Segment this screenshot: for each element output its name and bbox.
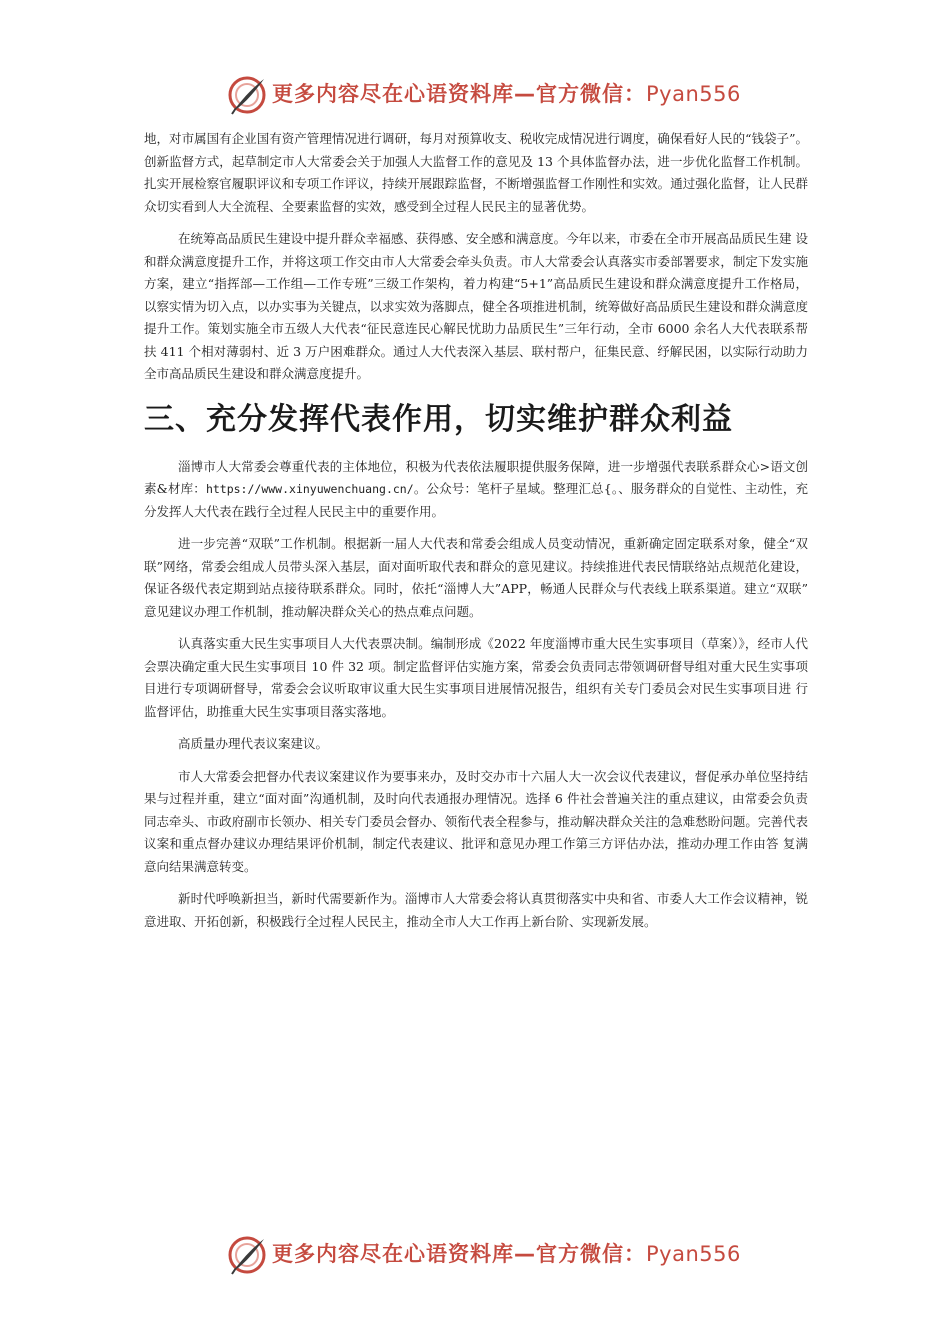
banner-text bbox=[272, 78, 741, 108]
website-url: https://www.xinyuwenchuang.cn/ bbox=[205, 482, 414, 496]
banner-wechat-id: Pyan556 bbox=[646, 1242, 741, 1266]
banner-dash: — bbox=[514, 82, 536, 106]
paragraph-text: 。公众号：笔杆子星域。整理汇总{。、服务群众的自觉性、主动性，充分发挥人大代表在践行全过程人民民主中的重要作用。 bbox=[144, 481, 808, 519]
paragraph: 进一步完善“双联”工作机制。根据新一届人大代表和常委会组成人员变动情况，重新确定固定联系对象，健全“双联”网络，常委会组成人员带头深入基层，面对面听取代表和群众的意见建议。持续推进代表民情联络站点规范化建设，保证各级代表定期到站点接待联系群众。同时，依托“淄博人大”APP，畅通人民群众与代表线上联系渠道。建立“双联” 意见建议办理工作机制，推动解决群众关心的热点难点问题。 bbox=[144, 536, 808, 619]
document-body bbox=[144, 128, 808, 943]
banner-dash: — bbox=[514, 1242, 536, 1266]
banner-text bbox=[272, 1238, 741, 1268]
header-banner bbox=[0, 70, 950, 120]
paragraph: 地，对市属国有企业国有资产管理情况进行调研，每月对预算收支、税收完成情况进行调度，确保看好人民的“钱袋子”。创新监督方式，起草制定市人大常委会关于加强人大监督工作的意见及 13 个具体监督办法，进一步优化监督工作机制。扎实开展检察官履职评议和专项工作评议，持续开展跟踪监督，不断增强监督工作刚性和实效。通过强化监督，让人民群众切实看到人大全流程、全要素监督的实效，感受到全过程人民民主的显著优势。 bbox=[144, 131, 808, 214]
quill-logo-icon bbox=[226, 74, 268, 116]
banner-wechat-id: Pyan556 bbox=[646, 82, 741, 106]
paragraph: 市人大常委会把督办代表议案建议作为要事来办，及时交办市十六届人大一次会议代表建议，督促承办单位坚持结果与过程并重，建立“面对面”沟通机制，及时向代表通报办理情况。选择 6 件社会普遍关注的重点建议，由常委会负责同志牵头、市政府副市长领办、相关专门委员会督办、领衔代表全程参与，推动解决群众关注的急难愁盼问题。完善代表议案和重点督办建议办理结果评价机制，制定代表建议、批评和意见办理工作第三方评估办法，推动办理工作由答 复满意向结果满意转变。 bbox=[144, 768, 808, 874]
paragraph: 高质量办理代表议案建议。 bbox=[178, 736, 329, 751]
paragraph: 在统筹高品质民生建设中提升群众幸福感、获得感、安全感和满意度。今年以来，市委在全市开展高品质民生建 设和群众满意度提升工作，并将这项工作交由市人大常委会牵头负责。市人大常委会认真落实市委部署要求，制定下发实施方案，建立“指挥部—工作组—工作专班”三级工作架构，着力构建“5+1”高品质民生建设和群众满意度提升工作格局， 以察实情为切入点，以办实事为关键点，以求实效为落脚点，健全各项推进机制，统筹做好高品质民生建设和群众满意度提升工作。策划实施全市五级人大代表“征民意连民心解民忧助力品质民生”三年行动，全市 6000 余名人大代表联系帮扶 411 个相对薄弱村、近 3 万户困难群众。通过人大代表深入基层、联村帮户，征集民意、纾解民困，以实际行动助力全市高品质民生建设和群众满意度提升。 bbox=[144, 231, 808, 381]
paragraph-representatives bbox=[144, 456, 808, 524]
footer-banner bbox=[0, 1230, 950, 1280]
paragraph: 新时代呼唤新担当，新时代需要新作为。淄博市人大常委会将认真贯彻落实中央和省、市委人大工作会议精神，锐意进取、开拓创新，积极践行全过程人民民主，推动全市人大工作再上新台阶、实现新发展。 bbox=[144, 891, 808, 929]
quill-logo-icon bbox=[226, 1234, 268, 1276]
banner-title: 更多内容尽在心语资料库 bbox=[272, 82, 514, 106]
banner-suffix: 官方微信： bbox=[536, 82, 646, 106]
section-heading: 三、充分发挥代表作用，切实维护群众利益 bbox=[144, 401, 733, 437]
banner-suffix: 官方微信： bbox=[536, 1242, 646, 1266]
paragraph-text: 淄博市人大常委会尊重代表的主体地位，积极为代表依法履职提供服务保障，进一步增强代表联系群众心>语文创素&材库： bbox=[144, 458, 808, 496]
banner-title: 更多内容尽在心语资料库 bbox=[272, 1242, 514, 1266]
paragraph: 认真落实重大民生实事项目人大代表票决制。编制形成《2022 年度淄博市重大民生实事项目（草案）》，经市人代会票决确定重大民生实事项目 10 件 32 项。制定监督评估实施方案，常委会负责同志带领调研督导组对重大民生实事项目进行专项调研督导，常委会会议听取审议重大民生实事项目进展情况报告，组织有关专门委员会对民生实事项目进 行监督评估，助推重大民生实事项目落实落地。 bbox=[144, 636, 808, 719]
